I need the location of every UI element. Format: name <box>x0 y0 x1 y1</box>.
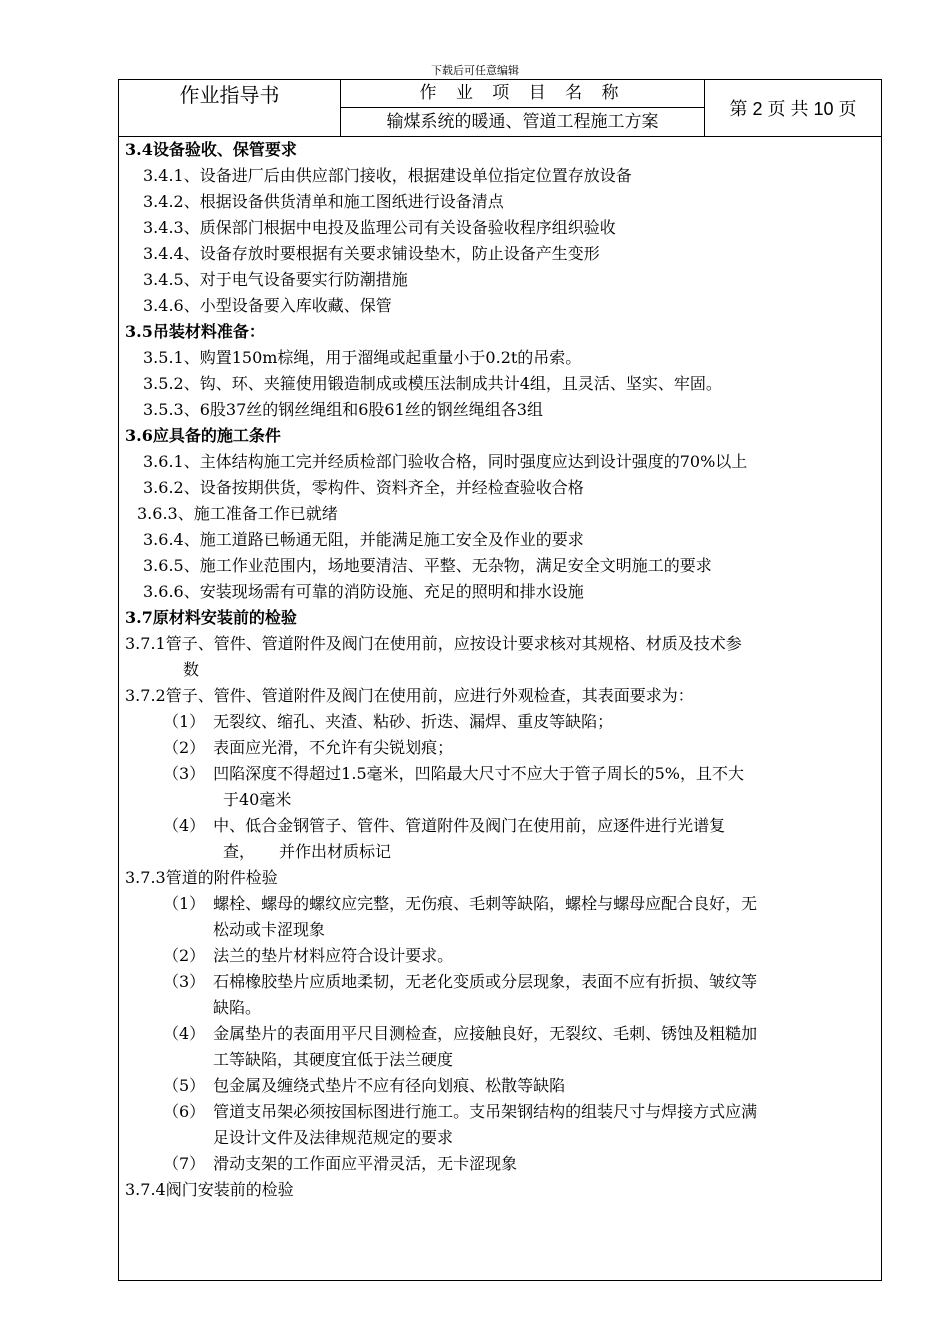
section-heading: 3.5吊装材料准备： <box>125 322 265 341</box>
section-heading: 3.6应具备的施工条件 <box>125 426 281 445</box>
list-item-cont: 查， 并作出材质标记 <box>223 842 392 861</box>
list-item: （6） 管道支吊架必须按国标图进行施工。支吊架钢结构的组装尺寸与焊接方式应满 <box>163 1102 758 1121</box>
body-line: 3.4.4、设备存放时要根据有关要求铺设垫木，防止设备产生变形 <box>143 244 600 263</box>
list-item-cont: 足设计文件及法律规范规定的要求 <box>213 1128 454 1147</box>
list-item: （2） 法兰的垫片材料应符合设计要求。 <box>163 946 454 965</box>
list-item-cont: 于40毫米 <box>223 790 292 809</box>
list-item: （2） 表面应光滑，不允许有尖锐划痕； <box>163 738 454 757</box>
body-line-cont: 数 <box>183 660 200 679</box>
list-item-cont: 缺陷。 <box>213 998 262 1017</box>
page-info: 第 2 页 共 10 页 <box>729 99 857 119</box>
list-item-cont: 工等缺陷，其硬度宜低于法兰硬度 <box>213 1050 454 1069</box>
list-item: （4） 中、低合金钢管子、管件、管道附件及阀门在使用前，应逐件进行光谱复 <box>163 816 726 835</box>
project-name: 输煤系统的暖通、管道工程施工方案 <box>386 112 659 132</box>
body-line: 3.4.6、小型设备要入库收藏、保管 <box>143 296 392 315</box>
body-line: 3.4.3、质保部门根据中电投及监理公司有关设备验收程序组织验收 <box>143 218 616 237</box>
body-line: 3.7.4阀门安装前的检验 <box>125 1180 294 1199</box>
list-item: （3） 石棉橡胶垫片应质地柔韧，无老化变质或分层现象，表面不应有折损、皱纹等 <box>163 972 758 991</box>
body-line: 3.5.3、6股37丝的钢丝绳组和6股61丝的钢丝绳组各3组 <box>143 400 543 419</box>
section-heading: 3.7原材料安装前的检验 <box>125 608 297 627</box>
download-note: 下载后可任意编辑 <box>431 64 519 77</box>
section-heading: 3.4设备验收、保管要求 <box>125 140 297 159</box>
list-item: （1） 无裂纹、缩孔、夹渣、粘砂、折迭、漏焊、重皮等缺陷； <box>163 712 614 731</box>
document-frame <box>118 79 882 1281</box>
list-item: （7） 滑动支架的工作面应平滑灵活，无卡涩现象 <box>163 1154 518 1173</box>
body-line: 3.4.1、设备进厂后由供应部门接收，根据建设单位指定位置存放设备 <box>143 166 632 185</box>
body-line: 3.5.2、钩、环、夹箍使用锻造制成或模压法制成共计4组，且灵活、坚实、牢固。 <box>143 374 722 393</box>
body-line: 3.6.2、设备按期供货，零构件、资料齐全，并经检查验收合格 <box>143 478 584 497</box>
body-line: 3.6.4、施工道路已畅通无阻，并能满足施工安全及作业的要求 <box>143 530 584 549</box>
body-line: 3.6.1、主体结构施工完并经质检部门验收合格，同时强度应达到设计强度的70%以上 <box>143 452 748 471</box>
doc-type-cell: 作业指导书 <box>119 80 341 136</box>
body-line: 3.6.3、施工准备工作已就绪 <box>137 504 338 523</box>
list-item: （1） 螺栓、螺母的螺纹应完整，无伤痕、毛刺等缺陷，螺栓与螺母应配合良好，无 <box>163 894 758 913</box>
body-line: 3.7.3管道的附件检验 <box>125 868 278 887</box>
body-line: 3.6.6、安装现场需有可靠的消防设施、充足的照明和排水设施 <box>143 582 584 601</box>
list-item: （4） 金属垫片的表面用平尺目测检查，应接触良好，无裂纹、毛刺、锈蚀及粗糙加 <box>163 1024 758 1043</box>
body-line: 3.7.1管子、管件、管道附件及阀门在使用前，应按设计要求核对其规格、材质及技术参 <box>125 634 742 653</box>
list-item: （5） 包金属及缠绕式垫片不应有径向划痕、松散等缺陷 <box>163 1076 566 1095</box>
body-line: 3.5.1、购置150m棕绳，用于溜绳或起重量小于0.2t的吊索。 <box>143 348 582 367</box>
body-line: 3.4.2、根据设备供货清单和施工图纸进行设备清点 <box>143 192 504 211</box>
header-table <box>119 80 881 137</box>
list-item-cont: 松动或卡涩现象 <box>213 920 326 939</box>
body-line: 3.7.2管子、管件、管道附件及阀门在使用前，应进行外观检查，其表面要求为： <box>125 686 694 705</box>
project-name-label: 作 业 项 目 名 称 <box>341 80 704 108</box>
list-item: （3） 凹陷深度不得超过1.5毫米，凹陷最大尺寸不应大于管子周长的5%，且不大 <box>163 764 745 783</box>
project-name-cell <box>341 80 705 136</box>
body-line: 3.4.5、对于电气设备要实行防潮措施 <box>143 270 408 289</box>
body-line: 3.6.5、施工作业范围内，场地要清洁、平整、无杂物，满足安全文明施工的要求 <box>143 556 712 575</box>
